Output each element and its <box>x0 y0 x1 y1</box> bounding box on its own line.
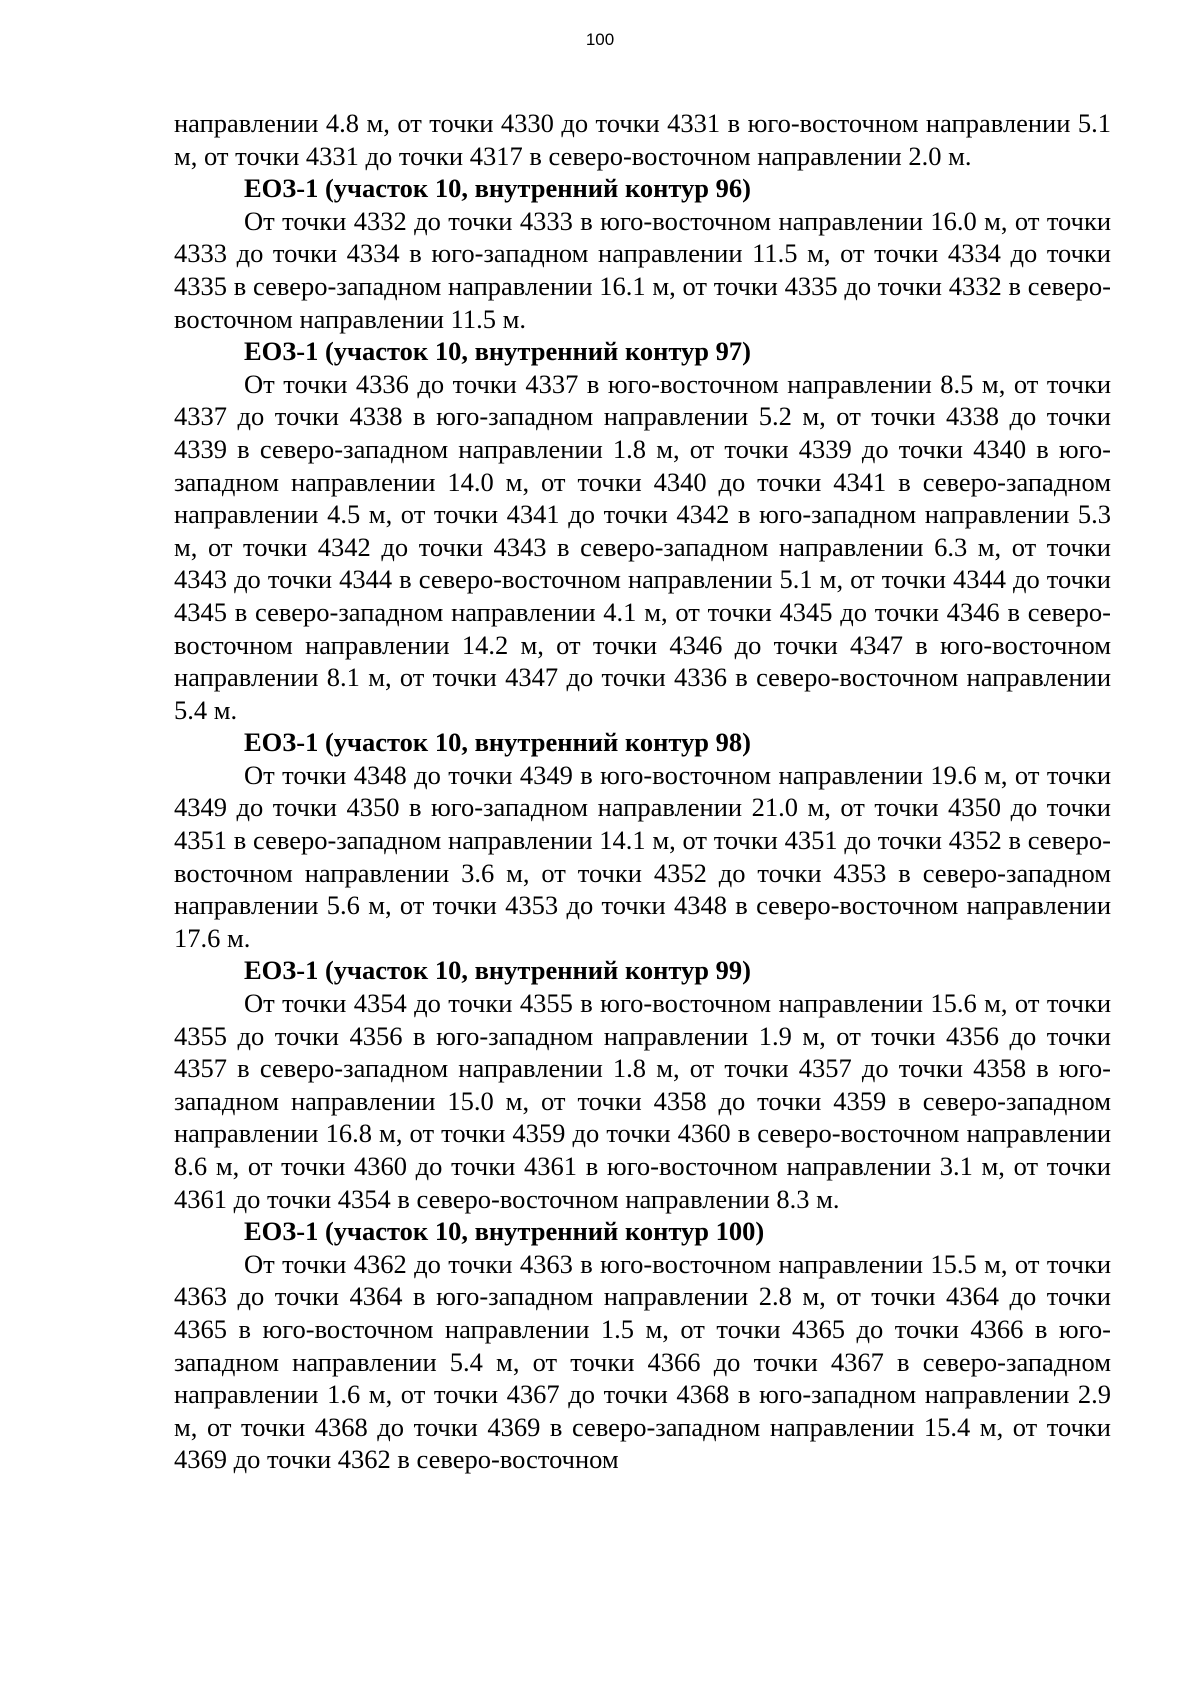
paragraph-contour-99: От точки 4354 до точки 4355 в юго-восточном направлении 15.6 м, от точки 4355 до точки 4356 в юго-западном направлении 1.9 м, от точки 4356 до точки 4357 в северо-западном направлении 1.8 м, от точки 4357 до точки 4358 в юго-западном направлении 15.0 м, от точки 4358 до точки 4359 в северо-западном направлении 16.8 м, от точки 4359 до точки 4360 в северо-восточном направлении 8.6 м, от точки 4360 до точки 4361 в юго-восточном направлении 3.1 м, от точки 4361 до точки 4354 в северо-восточном направлении 8.3 м. <box>174 988 1111 1214</box>
paragraph-contour-96: От точки 4332 до точки 4333 в юго-восточном направлении 16.0 м, от точки 4333 до точки 4334 в юго-западном направлении 11.5 м, от точки 4334 до точки 4335 в северо-западном направлении 16.1 м, от точки 4335 до точки 4332 в северо-восточном направлении 11.5 м. <box>174 205 1111 334</box>
section-heading-contour-96: ЕОЗ-1 (участок 10, внутренний контур 96) <box>244 173 751 204</box>
paragraph-contour-100: От точки 4362 до точки 4363 в юго-восточном направлении 15.5 м, от точки 4363 до точки 4364 в юго-западном направлении 2.8 м, от точки 4364 до точки 4365 в юго-восточном направлении 1.5 м, от точки 4365 до точки 4366 в юго-западном направлении 5.4 м, от точки 4366 до точки 4367 в северо-западном направлении 1.6 м, от точки 4367 до точки 4368 в юго-западном направлении 2.9 м, от точки 4368 до точки 4369 в северо-западном направлении 15.4 м, от точки 4369 до точки 4362 в северо-восточном <box>174 1248 1111 1475</box>
section-heading-contour-98: ЕОЗ-1 (участок 10, внутренний контур 98) <box>244 727 751 758</box>
section-heading-contour-97: ЕОЗ-1 (участок 10, внутренний контур 97) <box>244 336 751 367</box>
paragraph-continuation: направлении 4.8 м, от точки 4330 до точки 4331 в юго-восточном направлении 5.1 м, от точки 4331 до точки 4317 в северо-восточном направлении 2.0 м. <box>174 108 1111 171</box>
document-body <box>174 107 1111 1476</box>
paragraph-contour-97: От точки 4336 до точки 4337 в юго-восточном направлении 8.5 м, от точки 4337 до точки 4338 в юго-западном направлении 5.2 м, от точки 4338 до точки 4339 в северо-западном направлении 1.8 м, от точки 4339 до точки 4340 в юго-западном направлении 14.0 м, от точки 4340 до точки 4341 в северо-западном направлении 4.5 м, от точки 4341 до точки 4342 в юго-западном направлении 5.3 м, от точки 4342 до точки 4343 в северо-западном направлении 6.3 м, от точки 4343 до точки 4344 в северо-восточном направлении 5.1 м, от точки 4344 до точки 4345 в северо-западном направлении 4.1 м, от точки 4345 до точки 4346 в северо-восточном направлении 14.2 м, от точки 4346 до точки 4347 в юго-восточном направлении 8.1 м, от точки 4347 до точки 4336 в северо-восточном направлении 5.4 м. <box>174 368 1111 725</box>
section-heading-contour-100: ЕОЗ-1 (участок 10, внутренний контур 100) <box>244 1216 765 1247</box>
paragraph-contour-98: От точки 4348 до точки 4349 в юго-восточном направлении 19.6 м, от точки 4349 до точки 4350 в юго-западном направлении 21.0 м, от точки 4350 до точки 4351 в северо-западном направлении 14.1 м, от точки 4351 до точки 4352 в северо-восточном направлении 3.6 м, от точки 4352 до точки 4353 в северо-западном направлении 5.6 м, от точки 4353 до точки 4348 в северо-восточном направлении 17.6 м. <box>174 759 1111 953</box>
section-heading-contour-99: ЕОЗ-1 (участок 10, внутренний контур 99) <box>244 955 751 986</box>
page-number: 100 <box>585 30 615 49</box>
